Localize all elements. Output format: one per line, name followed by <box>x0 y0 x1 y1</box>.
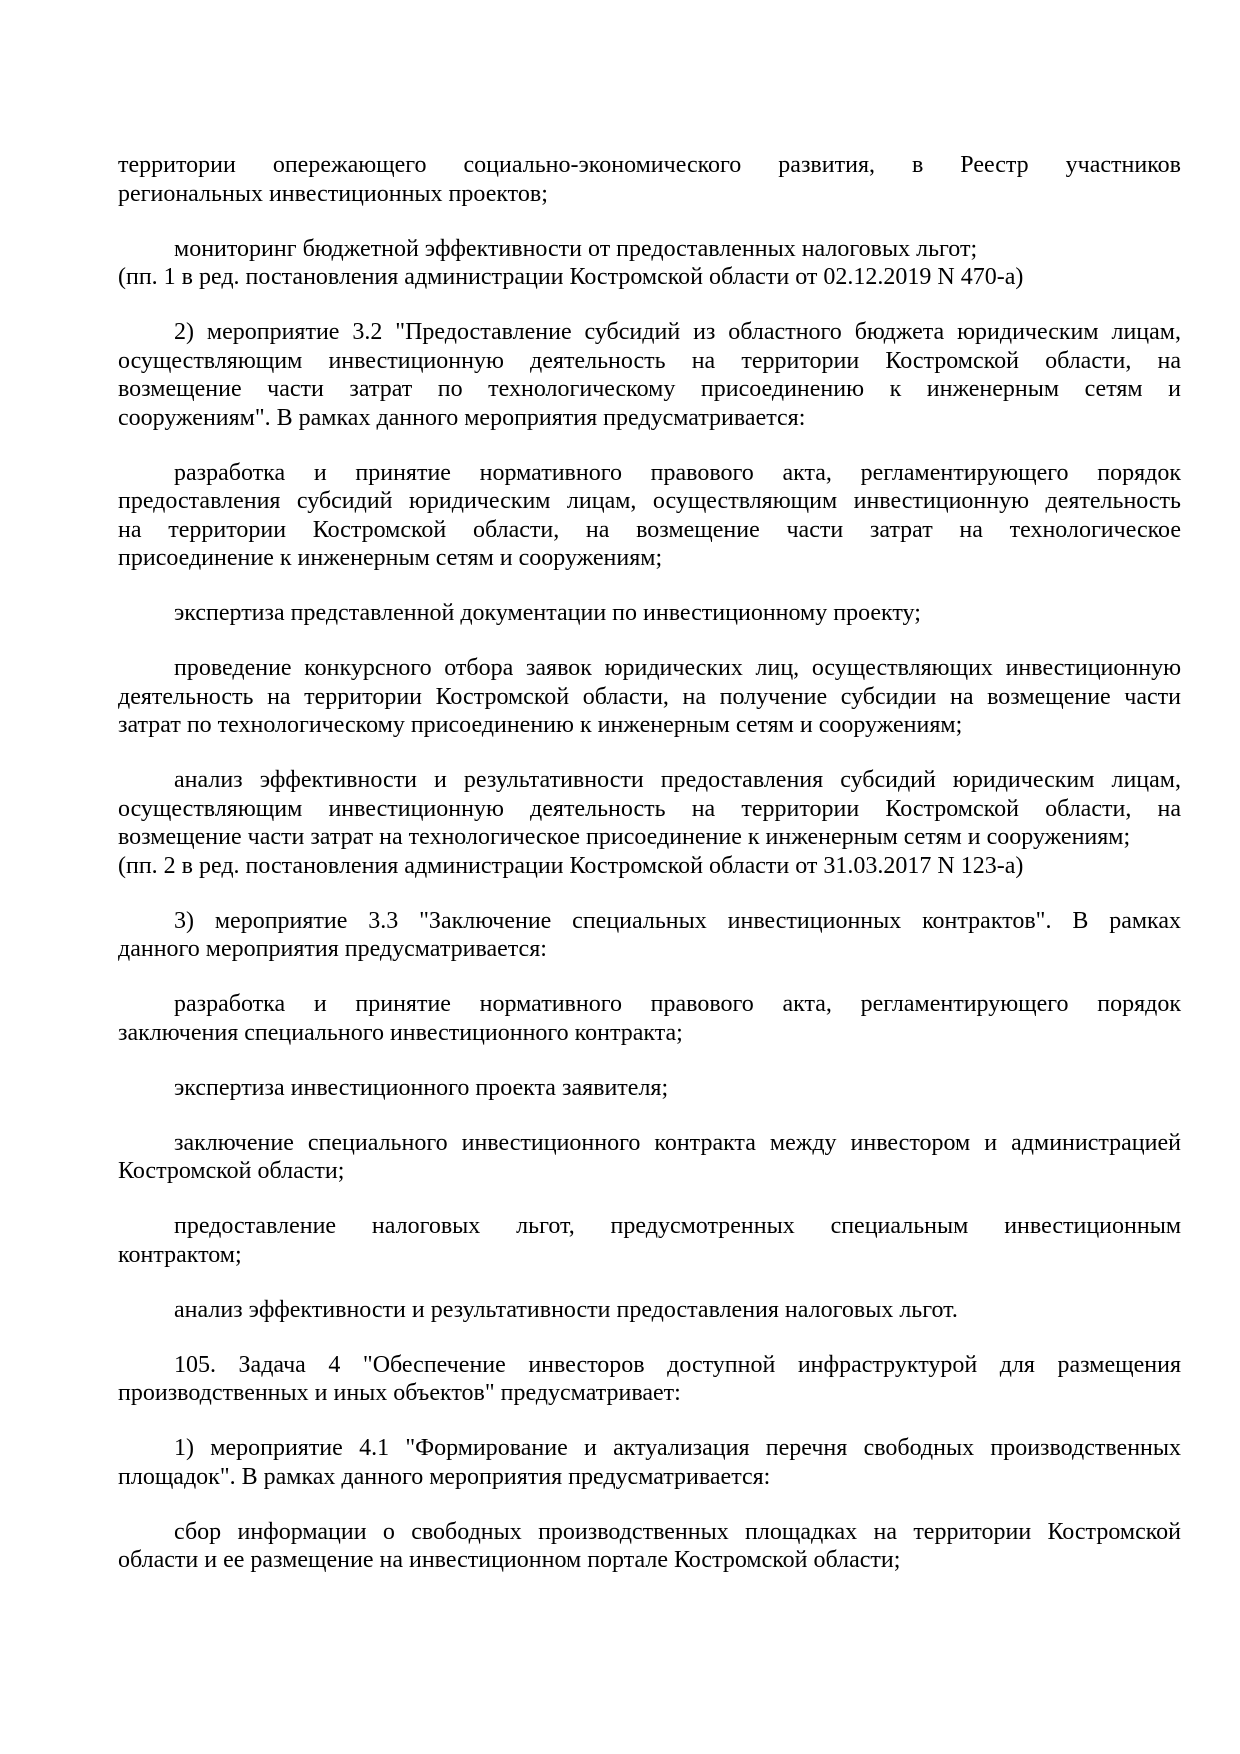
text-line: разработка и принятие нормативного правового акта, регламентирующего порядок <box>174 991 1181 1017</box>
text-line: территории опережающего социально-экономического развития, в Реестр участников <box>118 152 1181 178</box>
text-line: производственных и иных объектов" предусматривает: <box>118 1380 681 1406</box>
text-line: предоставления субсидий юридическим лицам, осуществляющим инвестиционную деятельность <box>118 488 1181 514</box>
text-line: анализ эффективности и результативности предоставления субсидий юридическим лицам, <box>174 767 1181 793</box>
paragraph <box>118 1351 1181 1408</box>
paragraph <box>118 1129 1181 1186</box>
text-line: анализ эффективности и результативности предоставления налоговых льгот. <box>174 1296 958 1323</box>
text-line: затрат по технологическому присоединению к инженерным сетям и сооружениям; <box>118 712 963 738</box>
text-line: осуществляющим инвестиционную деятельность на территории Костромской области, на <box>118 795 1181 822</box>
paragraph <box>118 459 1181 573</box>
text-line: заключение специального инвестиционного контракта между инвестором и администрацией <box>174 1129 1181 1156</box>
paragraph-with-amendment-note <box>118 766 1181 880</box>
paragraph <box>118 1212 1181 1269</box>
text-line: контрактом; <box>118 1241 242 1268</box>
paragraph <box>118 151 1181 208</box>
text-line: проведение конкурсного отбора заявок юридических лиц, осуществляющих инвестиционную <box>174 655 1181 681</box>
paragraph <box>118 907 1181 964</box>
text-line: 1) мероприятие 4.1 "Формирование и актуализация перечня свободных производственных <box>174 1435 1181 1461</box>
text-line: разработка и принятие нормативного правового акта, регламентирующего порядок <box>174 459 1181 486</box>
document-page <box>118 151 1181 1601</box>
paragraph-with-amendment-note <box>118 235 1181 292</box>
text-line: сооружениям". В рамках данного мероприятия предусматривается: <box>118 404 806 431</box>
text-line: предоставление налоговых льгот, предусмотренных специальным инвестиционным <box>174 1213 1181 1239</box>
text-line: присоединение к инженерным сетям и сооружениям; <box>118 545 663 571</box>
text-line: области и ее размещение на инвестиционном портале Костромской области; <box>118 1547 901 1573</box>
paragraph <box>118 318 1181 432</box>
paragraph <box>118 1434 1181 1491</box>
paragraph <box>118 990 1181 1047</box>
text-line: экспертиза инвестиционного проекта заявителя; <box>174 1074 669 1101</box>
text-line: экспертиза представленной документации по инвестиционному проекту; <box>174 600 921 626</box>
text-line: 105. Задача 4 "Обеспечение инвесторов доступной инфраструктурой для размещения <box>174 1351 1181 1378</box>
paragraph <box>118 1296 1181 1325</box>
text-line: региональных инвестиционных проектов; <box>118 180 548 207</box>
text-line: возмещение части затрат по технологическому присоединению к инженерным сетям и <box>118 376 1181 402</box>
text-line: сбор информации о свободных производственных площадках на территории Костромской <box>174 1518 1181 1545</box>
paragraph <box>118 1074 1181 1103</box>
text-line: 2) мероприятие 3.2 "Предоставление субсидий из областного бюджета юридическим лицам, <box>174 319 1181 345</box>
text-line: Костромской области; <box>118 1158 345 1184</box>
text-line: 3) мероприятие 3.3 "Заключение специальных инвестиционных контрактов". В рамках <box>174 907 1181 934</box>
text-line: возмещение части затрат на технологическое присоединение к инженерным сетям и сооружениям; <box>118 824 1131 850</box>
paragraph <box>118 599 1181 628</box>
text-line: мониторинг бюджетной эффективности от предоставленных налоговых льгот; <box>174 235 978 262</box>
text-line: заключения специального инвестиционного контракта; <box>118 1019 683 1046</box>
text-line: площадок". В рамках данного мероприятия предусматривается: <box>118 1463 771 1490</box>
amendment-note: (пп. 2 в ред. постановления администрации Костромской области от 31.03.2017 N 123-а) <box>118 852 1024 879</box>
text-line: осуществляющим инвестиционную деятельность на территории Костромской области, на <box>118 347 1181 374</box>
paragraph <box>118 1518 1181 1575</box>
paragraph <box>118 654 1181 740</box>
text-line: на территории Костромской области, на возмещение части затрат на технологическое <box>118 516 1181 543</box>
text-line: деятельность на территории Костромской области, на получение субсидии на возмещение части <box>118 683 1181 710</box>
text-line: данного мероприятия предусматривается: <box>118 936 547 962</box>
amendment-note: (пп. 1 в ред. постановления администрации Костромской области от 02.12.2019 N 470-а) <box>118 264 1024 290</box>
